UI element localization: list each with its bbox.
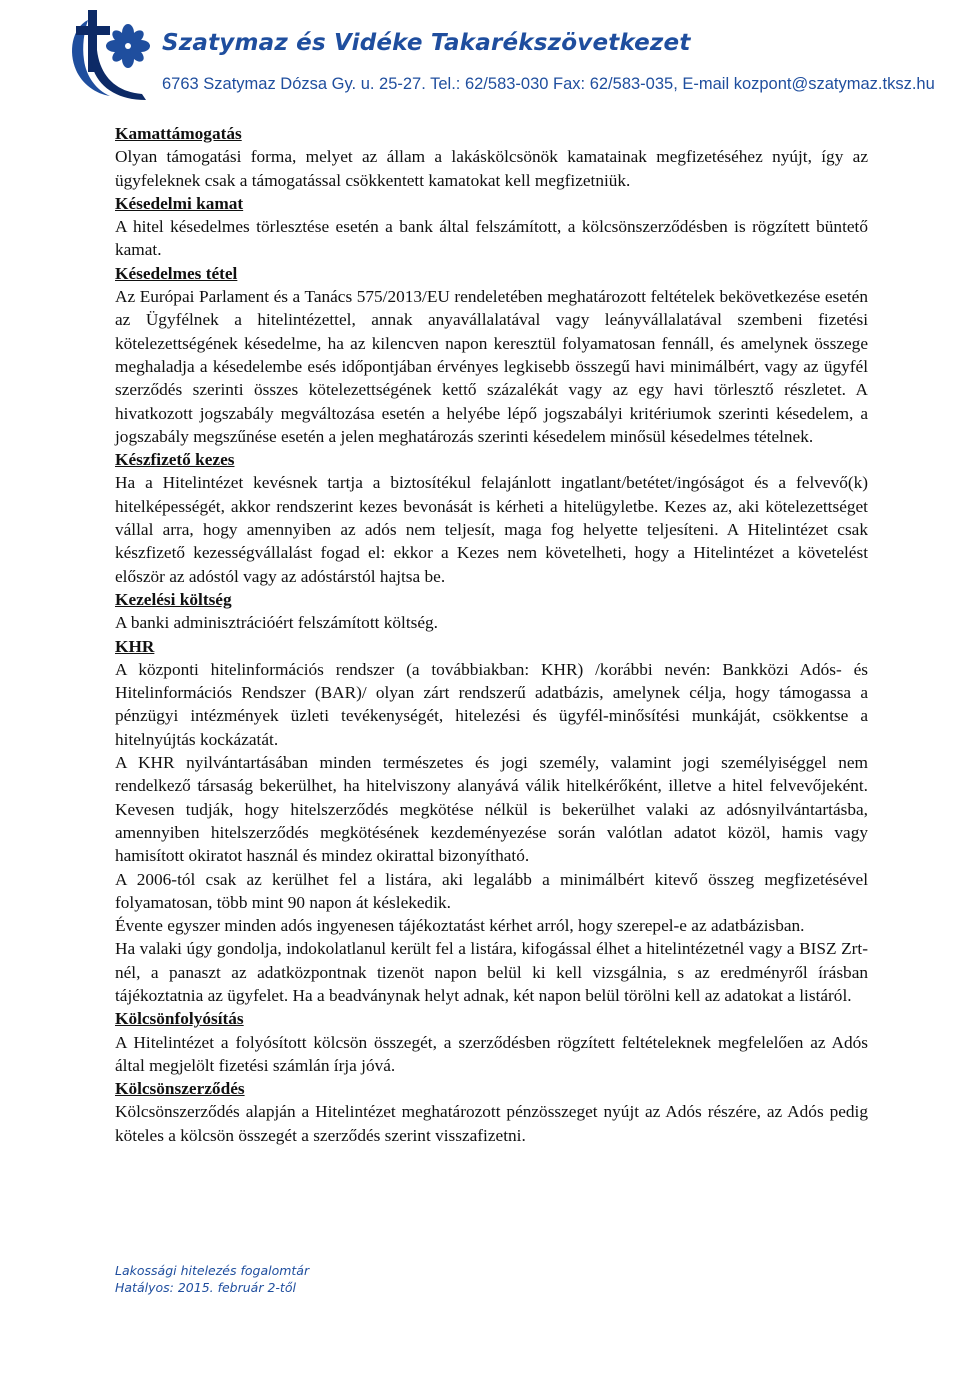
glossary-entry-kolcsonfolyositas [115, 1007, 868, 1077]
glossary-entry-kesedelmi-kamat [115, 192, 868, 262]
glossary-entry-kamattamogatas [115, 122, 868, 192]
glossary-entry-khr [115, 635, 868, 1008]
letterhead [0, 0, 960, 110]
glossary-definition: A banki adminisztrációért felszámított költség. [115, 613, 438, 633]
glossary-term: Kezelési költség [115, 589, 232, 609]
bank-name: Szatymaz és Vidéke Takarékszövetkezet [162, 30, 691, 56]
footer-effective-date: Hatályos: 2015. február 2-től [115, 1280, 296, 1295]
glossary-definition: Évente egyszer minden adós ingyenesen tájékoztatást kérhet arról, hogy szerepel-e az adatbázisban. [115, 916, 805, 936]
glossary-definition: Olyan támogatási forma, melyet az állam a lakáskölcsönök kamatainak megfizetéséhez nyújt, így az ügyfeleknek csak a támogatással csökkentett kamatokat kell megfizetniük. [115, 147, 868, 190]
glossary-definition: Ha a Hitelintézet kevésnek tartja a biztosítékul felajánlott ingatlant/betétet/ingóságot és a felvevő(k) hitelképességét, akkor rendszerint kezes bevonását is kérheti a hitelügyletbe. Kezes az, aki kötelezettséget vállal arra, hogy amennyiben az adós nem teljesít, maga fog helyette teljesíteni. A Hitelintézet csak készfizető kezességvállalást fogad el: ekkor a Kezes nem követelheti, hogy a Hitelintézet a követelést először az adóstól vagy az adóstárstól hajtsa be. [115, 473, 868, 586]
glossary-entry-kolcsonszerzodes [115, 1077, 868, 1147]
glossary-body [115, 122, 868, 1147]
glossary-term: Késedelmi kamat [115, 193, 244, 213]
glossary-term: Kölcsönfolyósítás [115, 1009, 244, 1029]
glossary-definition: Az Európai Parlament és a Tanács 575/2013/EU rendeletében meghatározott feltételek bekövetkezése esetén az Ügyfélnek a hitelintézettel, annak anyavállalatával vagy leányvállalatával szembeni fizetési kötelezettségének késedelme, ha az kilencven napon keresztül folyamatosan fennáll, és amelynek összege meghaladja a késedelembe esés időpontjában érvényes legkisebb összegű havi minimálbért, vagy az ügyfél szerződés szerinti összes kötelezettségének kettő százalékát vagy az egy havi törlesztő részletet. A hivatkozott jogszabály megváltozása esetén a helyébe lépő jogszabályi kritériumok szerinti késedelem, a jogszabály megszűnése esetén a jelen meghatározás szerinti késedelem minősül késedelmes tételnek. [115, 287, 868, 446]
footer-document-title: Lakossági hitelezés fogalomtár [115, 1263, 310, 1278]
glossary-term: KHR [115, 636, 155, 656]
glossary-entry-keszfizeto-kezes [115, 448, 868, 588]
glossary-entry-kezelesi-koltseg [115, 588, 868, 635]
glossary-term: Késedelmes tétel [115, 263, 238, 283]
glossary-term: Kölcsönszerződés [115, 1079, 245, 1099]
takarek-logo-icon [66, 6, 154, 102]
glossary-entry-kesedelmes-tetel [115, 262, 868, 448]
glossary-definition: A 2006-tól csak az kerülhet fel a listára, aki legalább a minimálbért kitevő összeg megfizetésével folyamatosan, több mint 90 napon át késlekedik. [115, 869, 868, 912]
glossary-definition: A KHR nyilvántartásában minden természetes és jogi személy, valamint jogi személyiséggel nem rendelkező társaság bekerülhet, ha hitelviszony alanyává válik hitelkérőként, illetve a hitel felvevőjeként. Kevesen tudják, hogy hitelszerződés megkötése nélkül is bekerülhet valaki az adósnyilvántartásba, amennyiben hitelszerződés megkötésének kezdeményezése során valótlan adatot közöl, hamis vagy hamisított okiratot használ és mindez okirattal bizonyítható. [115, 753, 868, 866]
glossary-term: Készfizető kezes [115, 450, 235, 470]
bank-contact-line: 6763 Szatymaz Dózsa Gy. u. 25-27. Tel.: 62/583-030 Fax: 62/583-035, E-mail kozpont@szatymaz.tksz.hu [162, 75, 935, 93]
glossary-term: Kamattámogatás [115, 124, 242, 143]
glossary-definition: A hitel késedelmes törlesztése esetén a bank által felszámított, a kölcsönszerződésben is rögzített büntető kamat. [115, 217, 868, 260]
glossary-definition: Ha valaki úgy gondolja, indokolatlanul került fel a listára, kifogással élhet a hitelintézetnél vagy a BISZ Zrt-nél, a panaszt az adatközpontnak tizenöt napon belül ki kell vizsgálnia, s az eredményről írásban tájékoztatnia az ügyfelet. Ha a beadványnak helyt adnak, két napon belül törölni kell az adatokat a listáról. [115, 939, 868, 1005]
glossary-definition: A Hitelintézet a folyósított kölcsön összegét, a szerződésben rögzített feltételeknek megfelelően az Adós által megjelölt fizetési számlán írja jóvá. [115, 1032, 868, 1075]
page-footer [115, 1262, 309, 1296]
glossary-definition: Kölcsönszerződés alapján a Hitelintézet meghatározott pénzösszeget nyújt az Adós részére, az Adós pedig köteles a kölcsön összegét a szerződés szerint visszafizetni. [115, 1102, 868, 1145]
glossary-definition: A központi hitelinformációs rendszer (a továbbiakban: KHR) /korábbi nevén: Bankközi Adós- és Hitelinformációs Rendszer (BAR)/ olyan zárt rendszerű adatbázis, amelynek célja, hogy támogassa a pénzügyi intézmények üzleti tevékenységét, hitelezési és ügyfél-minősítési munkáját, csökkentse a hitelnyújtás kockázatát. [115, 659, 868, 749]
